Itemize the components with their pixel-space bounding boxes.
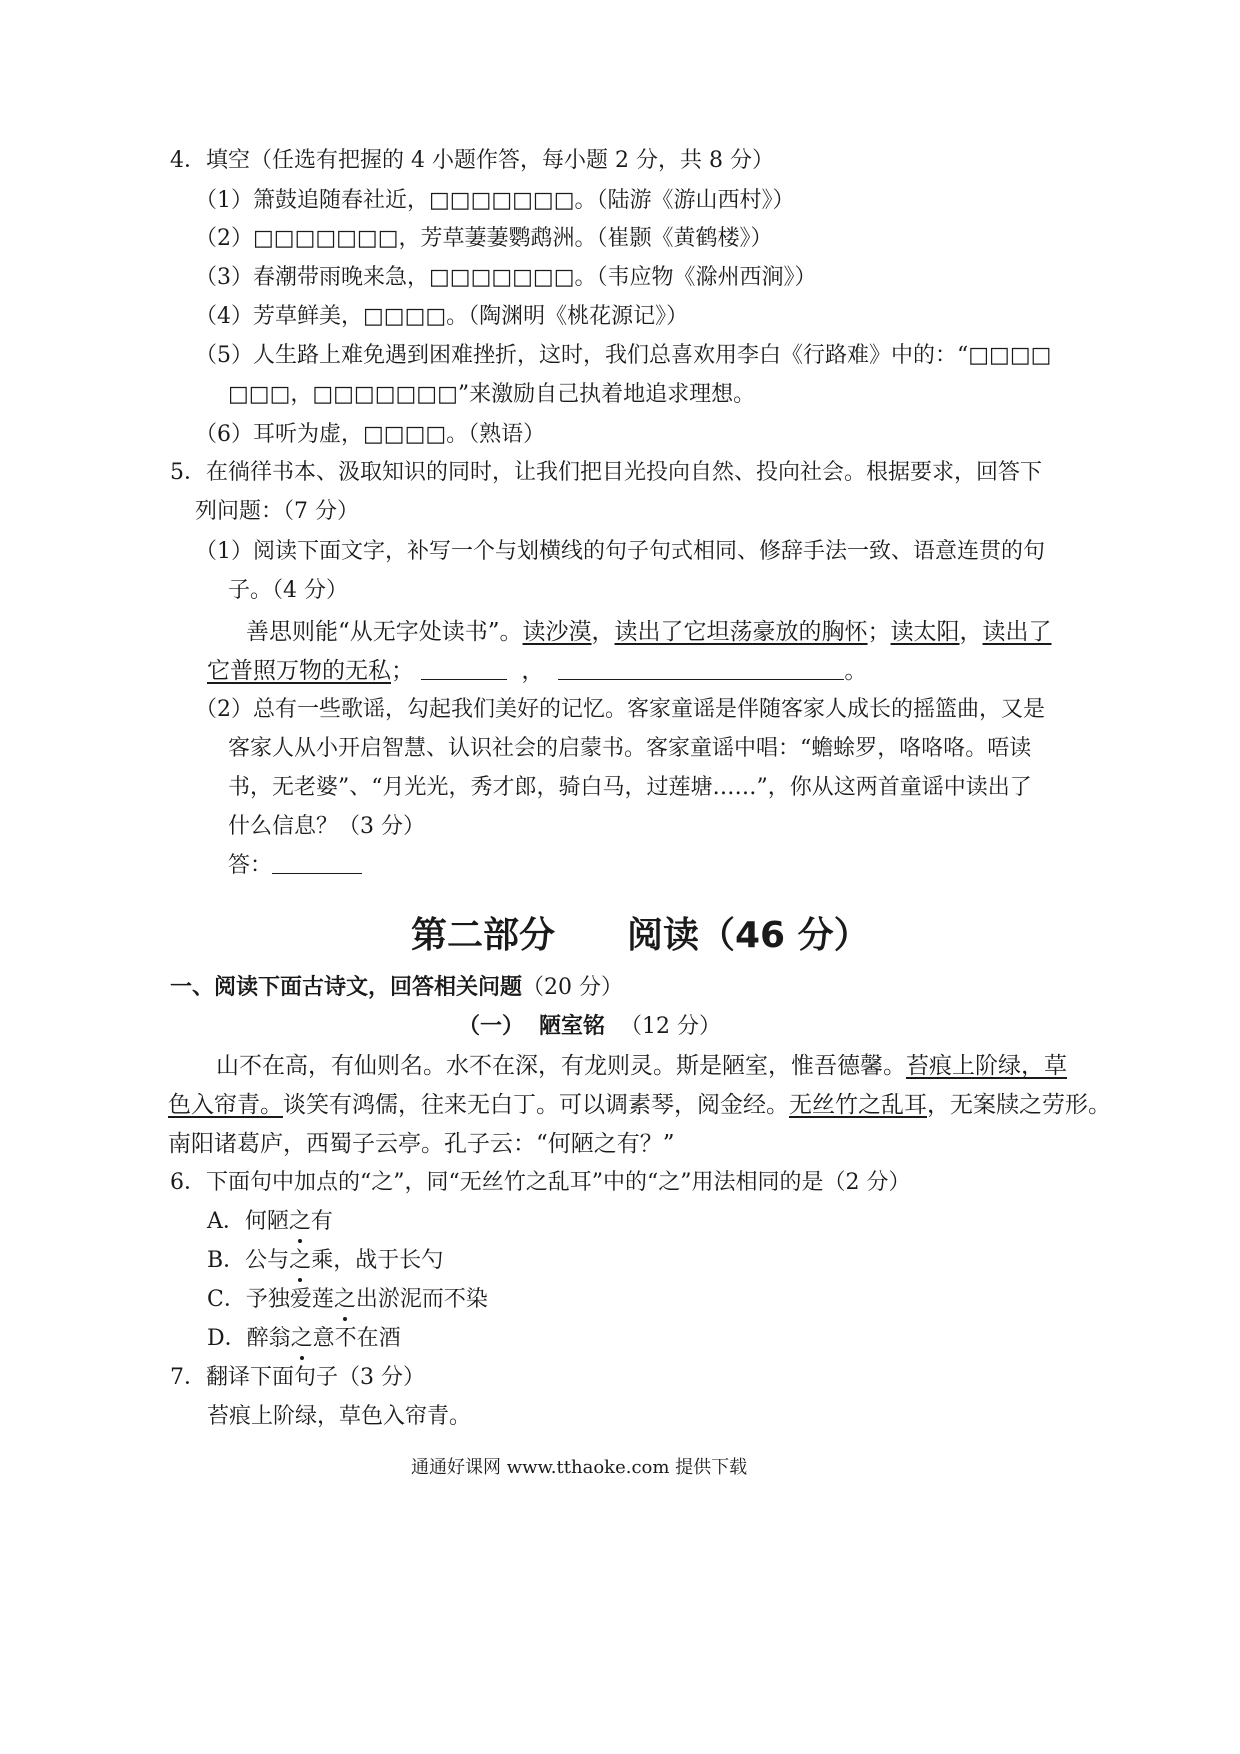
poem-line-3: 南阳诸葛庐，西蜀子云亭。孔子云：“何陋之有？” bbox=[168, 1131, 675, 1157]
passage-semicolon-2: ； bbox=[391, 658, 414, 684]
q6-header: 6．下面句中加点的“之”，同“无丝竹之乱耳”中的“之”用法相同的是（2 分） bbox=[170, 1170, 911, 1195]
q6-option-c bbox=[207, 1285, 488, 1315]
option-d-post: 意不在酒 bbox=[312, 1326, 401, 1351]
passage-semicolon: ； bbox=[867, 619, 891, 645]
poem-underline-2: 色入帘青。 bbox=[168, 1092, 283, 1118]
section1-heading bbox=[170, 973, 623, 1003]
q5-sub2-cont-2: 书，无老婆”、“月光光，秀才郎，骑白马，过莲塘……”，你从这两首童谣中读出了 bbox=[228, 775, 1032, 800]
poem-line-2 bbox=[168, 1090, 1111, 1120]
option-b-pre: B．公与 bbox=[207, 1248, 290, 1273]
q5-sub2-cont-3: 什么信息？（3 分） bbox=[228, 814, 425, 839]
answer-blank-3[interactable] bbox=[272, 851, 362, 874]
q6-option-d bbox=[207, 1324, 401, 1354]
q4-item-6: （6）耳听为虚，□□□□。（熟语） bbox=[195, 422, 546, 447]
passage-intro: 善思则能“从无字处读书”。 bbox=[246, 619, 523, 645]
part2-title: 第二部分 阅读（46 分） bbox=[411, 915, 870, 956]
section1-score: （20 分） bbox=[522, 975, 624, 1000]
poem-text-1: 山不在高，有仙则名。水不在深，有龙则灵。斯是陋室，惟吾德馨。 bbox=[216, 1053, 906, 1079]
sub-title-name: 陋室铭 bbox=[539, 1014, 606, 1039]
q4-item-5: （5）人生路上难免遇到困难挫折，这时，我们总喜欢用李白《行路难》中的：“□□□□ bbox=[195, 343, 1052, 368]
poem-underline-1: 苔痕上阶绿，草 bbox=[906, 1053, 1067, 1079]
q5-header: 5．在徜徉书本、汲取知识的同时，让我们把目光投向自然、投向社会。根据要求，回答下 bbox=[170, 460, 1043, 485]
poem-underline-3: 无丝竹之乱耳 bbox=[789, 1092, 927, 1118]
q5-sub1-cont: 子。（4 分） bbox=[228, 578, 348, 603]
emphasis-dot-char: 之 bbox=[334, 1285, 356, 1315]
q5-passage-line2 bbox=[207, 656, 867, 686]
q4-item-4: （4）芳草鲜美，□□□□。（陶渊明《桃花源记》） bbox=[195, 304, 689, 329]
sub-title-score: （12 分） bbox=[620, 1014, 722, 1039]
option-a-pre: A．何陋 bbox=[207, 1209, 289, 1234]
passage-comma: ， bbox=[591, 619, 615, 645]
q6-option-a bbox=[207, 1207, 333, 1237]
sub-title-num: （一） bbox=[458, 1014, 525, 1039]
q7-header: 7．翻译下面句子（3 分） bbox=[170, 1365, 425, 1390]
passage-underline-2: 读出了它坦荡豪放的胸怀 bbox=[614, 619, 868, 645]
answer-label: 答： bbox=[228, 853, 273, 878]
poem-line-1 bbox=[216, 1051, 1067, 1081]
option-c-pre: C．予独爱莲 bbox=[207, 1287, 334, 1312]
q4-item-3: （3）春潮带雨晚来急，□□□□□□□。（韦应物《滁州西涧》） bbox=[195, 265, 817, 290]
q7-sentence: 苔痕上阶绿，草色入帘青。 bbox=[207, 1404, 472, 1429]
sub-title bbox=[458, 1012, 721, 1042]
passage-underline-4: 读出了 bbox=[982, 619, 1052, 645]
q5-passage-line1 bbox=[246, 617, 1052, 647]
poem-text-3: ，无案牍之劳形。 bbox=[927, 1092, 1111, 1118]
q5-sub2-cont-1: 客家人从小开启智慧、认识社会的启蒙书。客家童谣中唱：“蟾蜍罗，咯咯咯。唔读 bbox=[228, 736, 1032, 761]
passage-period: 。 bbox=[844, 658, 868, 684]
page-footer: 通通好课网 www.tthaoke.com 提供下载 bbox=[411, 1457, 748, 1478]
section1-bold: 一、阅读下面古诗文，回答相关问题 bbox=[170, 975, 523, 1000]
answer-line bbox=[228, 851, 362, 881]
q5-sub2: （2）总有一些歌谣，勾起我们美好的记忆。客家童谣是伴随客家人成长的摇篮曲，又是 bbox=[195, 697, 1045, 722]
passage-underline-1: 读沙漠 bbox=[522, 619, 592, 645]
option-c-post: 出淤泥而不染 bbox=[355, 1287, 488, 1312]
q4-item-5-cont: □□□，□□□□□□□”来激励自己执着地追求理想。 bbox=[228, 382, 756, 407]
q6-option-b bbox=[207, 1246, 443, 1276]
answer-blank-2[interactable] bbox=[558, 657, 844, 680]
emphasis-dot-char: 之 bbox=[289, 1246, 311, 1276]
q4-item-2: （2）□□□□□□□，芳草萋萋鹦鹉洲。（崔颢《黄鹤楼》） bbox=[195, 226, 773, 251]
option-a-post: 有 bbox=[310, 1209, 333, 1234]
q5-sub1: （1）阅读下面文字，补写一个与划横线的句子句式相同、修辞手法一致、语意连贯的句 bbox=[195, 539, 1045, 564]
passage-comma-2: ， bbox=[959, 619, 983, 645]
q4-header: 4．填空（任选有把握的 4 小题作答，每小题 2 分，共 8 分） bbox=[170, 148, 774, 173]
emphasis-dot-char: 之 bbox=[291, 1324, 313, 1354]
q4-item-1: （1）箫鼓追随春社近，□□□□□□□。（陆游《游山西村》） bbox=[195, 188, 795, 213]
q5-header-cont: 列问题：（7 分） bbox=[195, 499, 359, 524]
poem-text-2: 谈笑有鸿儒，往来无白丁。可以调素琴，阅金经。 bbox=[283, 1092, 789, 1118]
option-d-pre: D．醉翁 bbox=[207, 1326, 291, 1351]
answer-blank-1[interactable] bbox=[421, 657, 507, 680]
emphasis-dot-char: 之 bbox=[289, 1207, 311, 1237]
option-b-post: 乘，战于长勺 bbox=[311, 1248, 444, 1273]
passage-underline-3: 读太阳 bbox=[890, 619, 960, 645]
passage-underline-5: 它普照万物的无私 bbox=[207, 658, 391, 684]
passage-comma-3: ， bbox=[521, 658, 545, 684]
